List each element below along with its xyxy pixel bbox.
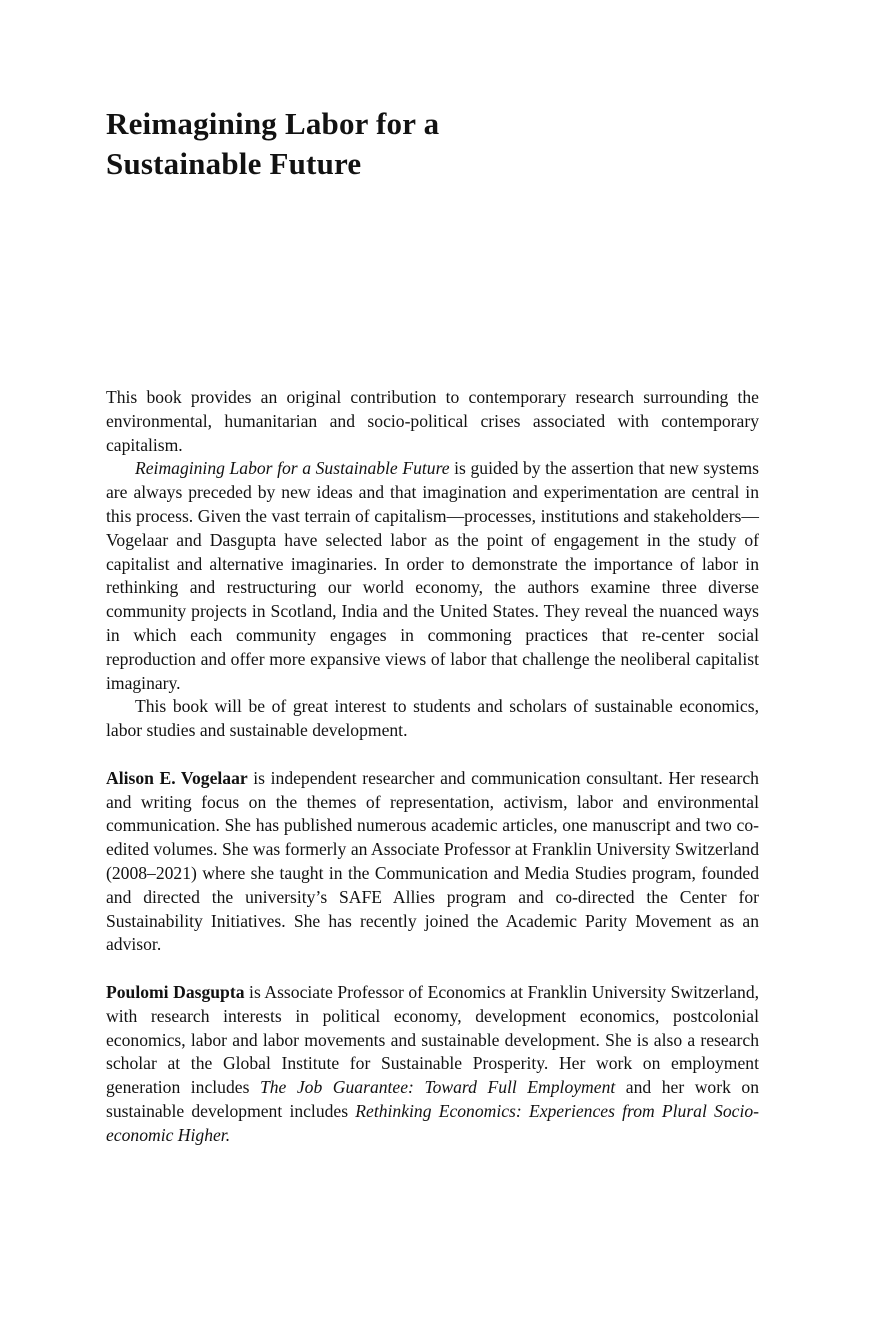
author-bio-vogelaar — [106, 767, 759, 957]
author-bio-dasgupta — [106, 981, 759, 1148]
author-bio-vogelaar-text: is independent researcher and communication consultant. Her research and writing focus on the themes of representation, activism, labor and environmental communication. She has published numerous academic articles, one manuscript and two co-edited volumes. She was formerly an Associate Professor at Franklin University Switzerland (2008–2021) where she taught in the Communication and Media Studies program, founded and directed the university’s SAFE Allies program and co-directed the Center for Sustainability Initiatives. She has recently joined the Academic Parity Movement as an advisor. — [106, 767, 759, 955]
author-bio-dasgupta-text-1: is Associate Professor of Economics at Franklin University Switzerland, with research interests in political economy, development economics, postcolonial economics, labor and labor movements and sustainable development. She is also a research scholar at the Global Institute for Sustainable Prosperity. Her work on employment generation includes — [106, 981, 760, 1098]
cited-work-rethinking-economics: Rethinking Economics: Experiences from Plural Socio-economic Higher. — [106, 1100, 760, 1145]
author-bio-dasgupta-text-2: and her work on sustainable development includes — [106, 1077, 759, 1121]
description-paragraph-2 — [106, 457, 759, 695]
author-name-vogelaar: Alison E. Vogelaar — [106, 767, 248, 788]
author-name-dasgupta: Poulomi Dasgupta — [106, 981, 245, 1002]
description-paragraph-1-text: This book provides an original contribution to contemporary research surrounding the environmental, humanitarian and socio-political crises associated with contemporary capitalism. — [106, 387, 759, 455]
book-title-line-1: Reimagining Labor for a — [106, 106, 440, 141]
book-title-inline-reference: Reimagining Labor for a Sustainable Future — [135, 458, 450, 479]
description-paragraph-3 — [106, 695, 759, 743]
description-paragraph-3-text: This book will be of great interest to students and scholars of sustainable economics, labor studies and sustainable development. — [106, 696, 759, 741]
page-body — [106, 386, 759, 1148]
description-paragraph-1 — [106, 386, 759, 457]
book-title — [106, 104, 439, 184]
cited-work-job-guarantee: The Job Guarantee: Toward Full Employment — [259, 1077, 616, 1098]
book-title-line-2: Sustainable Future — [106, 146, 362, 181]
description-paragraph-2-text: is guided by the assertion that new systems are always preceded by new ideas and that imagination and experimentation are central in this process. Given the vast terrain of capitalism—processes, institutions and stakeholders—Vogelaar and Dasgupta have selected labor as the point of engagement in the study of capitalist and alternative imaginaries. In order to demonstrate the importance of labor in rethinking and restructuring our world economy, the authors examine three diverse community projects in Scotland, India and the United States. They reveal the nuanced ways in which each community engages in commoning practices that re-center social reproduction and offer more expansive views of labor that challenge the neoliberal capitalist imaginary. — [106, 458, 759, 693]
